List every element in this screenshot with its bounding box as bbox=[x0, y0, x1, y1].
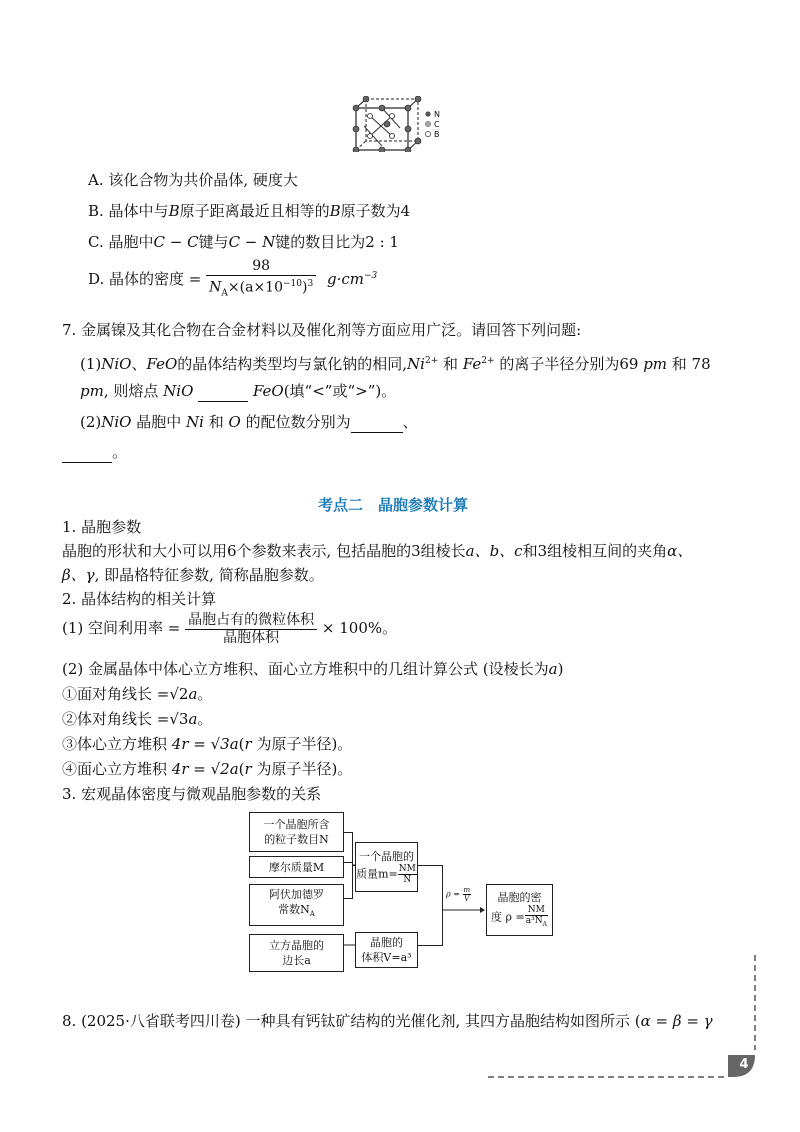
option-b bbox=[88, 200, 410, 222]
option-b-pre: B. 晶体中与 bbox=[88, 202, 169, 220]
option-d-numerator: 98 bbox=[206, 258, 316, 276]
flow-box-avogadro: 阿伏加德罗 常数$N_A$ bbox=[249, 884, 344, 926]
flow-box-edge-length: 立方晶胞的 边长a bbox=[249, 934, 344, 972]
option-d-fraction bbox=[206, 258, 316, 302]
subheading-3: 3. 宏观晶体密度与微观晶胞参数的关系 bbox=[62, 785, 322, 803]
dashed-corner-lines bbox=[480, 955, 760, 1085]
q7-part2-line2: 。 bbox=[62, 441, 127, 463]
utilization-fraction: $\frac{\text{晶胞占有的微粒体积}}{\text{晶胞体积}}$ bbox=[185, 612, 317, 647]
legend-c: C bbox=[434, 120, 440, 129]
option-c-pre: C. 晶胞中 bbox=[88, 233, 154, 251]
q7-part1-line1: (1)NiO、FeO的晶体结构类型均与氯化钠的相同$,Ni^{2+}$ 和 $Fe^{2+}$ 的离子半径分别为69 pm 和 78 bbox=[80, 355, 711, 373]
formula-intro-line: (2) 金属晶体中体心立方堆积、面心立方堆积中的几组计算公式 (设棱长为a) bbox=[62, 660, 564, 678]
option-a: A. 该化合物为共价晶体, 硬度大 bbox=[88, 171, 298, 189]
subheading-1: 1. 晶胞参数 bbox=[62, 518, 142, 536]
q7-part2-line1: (2)NiO 晶胞中 Ni 和 O 的配位数分别为 、 bbox=[80, 413, 418, 431]
option-b-var2: B bbox=[329, 202, 341, 220]
option-d-denominator: $N_A\times(a\times 10^{-10})^3$ bbox=[209, 278, 314, 299]
option-d bbox=[88, 256, 377, 302]
subheading-2: 2. 晶体结构的相关计算 bbox=[62, 590, 217, 608]
q7-intro: 7. 金属镍及其化合物在合金材料以及催化剂等方面应用广泛。请回答下列问题: bbox=[62, 321, 582, 339]
option-d-unit: $g\cdot cm^{-3}$ bbox=[326, 270, 378, 288]
section-heading: 考点二 晶胞参数计算 bbox=[318, 496, 469, 514]
legend-n: N bbox=[434, 110, 440, 119]
crystal-cell-diagram bbox=[352, 96, 447, 152]
option-c-mid: 键与 bbox=[198, 233, 229, 251]
formula-fcc: ④面心立方堆积 4r = √2a(r 为原子半径)。 bbox=[62, 760, 353, 778]
option-b-var1: B bbox=[168, 202, 180, 220]
option-c bbox=[88, 231, 399, 253]
page-number: 4 bbox=[739, 1057, 749, 1072]
option-c-var1: C − C bbox=[153, 233, 199, 251]
cell-parameter-text-line2: β、γ, 即晶格特征参数, 简称晶胞参数。 bbox=[62, 566, 324, 584]
flow-box-cell-mass: 一个晶胞的 质量m= $\frac{NM}{N}$ bbox=[355, 842, 418, 892]
crystal-cell-figure bbox=[352, 96, 447, 152]
arrow-label-formula: ρ = $\frac{m}{V}$ bbox=[446, 886, 471, 903]
flow-box-molar-mass: 摩尔质量M bbox=[249, 856, 344, 878]
flow-box-cell-volume: 晶胞的 体积V=a³ bbox=[355, 932, 418, 968]
q8-text: 8. (2025·八省联考四川卷) 一种具有钙钛矿结构的光催化剂, 其四方晶胞结构如图所示 (α = β = γ bbox=[62, 1012, 713, 1030]
formula-body-diagonal: ②体对角线长 =√3a。 bbox=[62, 710, 213, 728]
option-c-post: 键的数目比为2 : 1 bbox=[275, 233, 399, 251]
option-b-post: 原子数为4 bbox=[340, 202, 411, 220]
option-b-mid: 原子距离最近且相等的 bbox=[179, 202, 330, 220]
cell-parameter-text-line1: 晶胞的形状和大小可以用6个参数来表示, 包括晶胞的3组棱长a、b、c和3组棱相互间的夹角α、 bbox=[62, 542, 693, 560]
q7-part1-line2: pm, 则熔点 NiO FeO(填“<”或“>”)。 bbox=[80, 382, 397, 400]
option-c-var2: C − N bbox=[228, 233, 276, 251]
answer-blank-2[interactable] bbox=[351, 416, 403, 433]
formula-bcc: ③体心立方堆积 4r = √3a(r 为原子半径)。 bbox=[62, 735, 353, 753]
legend-b: B bbox=[434, 130, 440, 139]
arrow-to-density bbox=[442, 905, 486, 915]
flow-box-particle-count: 一个晶胞所含 的粒子数目N bbox=[249, 812, 344, 852]
page-corner-decoration bbox=[480, 955, 760, 1085]
option-d-pre: D. 晶体的密度 = bbox=[88, 270, 202, 288]
flow-box-density: 晶胞的密 度 ρ = $\frac{NM}{a^3N_A}$ bbox=[486, 884, 553, 936]
formula-space-utilization: (1) 空间利用率 = $\frac{\text{晶胞占有的微粒体积}}{\text{晶胞体积}}$ × 100%。 bbox=[62, 611, 398, 646]
answer-blank-1[interactable] bbox=[198, 385, 248, 402]
answer-blank-3[interactable] bbox=[62, 446, 112, 463]
formula-face-diagonal: ①面对角线长 =√2a。 bbox=[62, 685, 213, 703]
